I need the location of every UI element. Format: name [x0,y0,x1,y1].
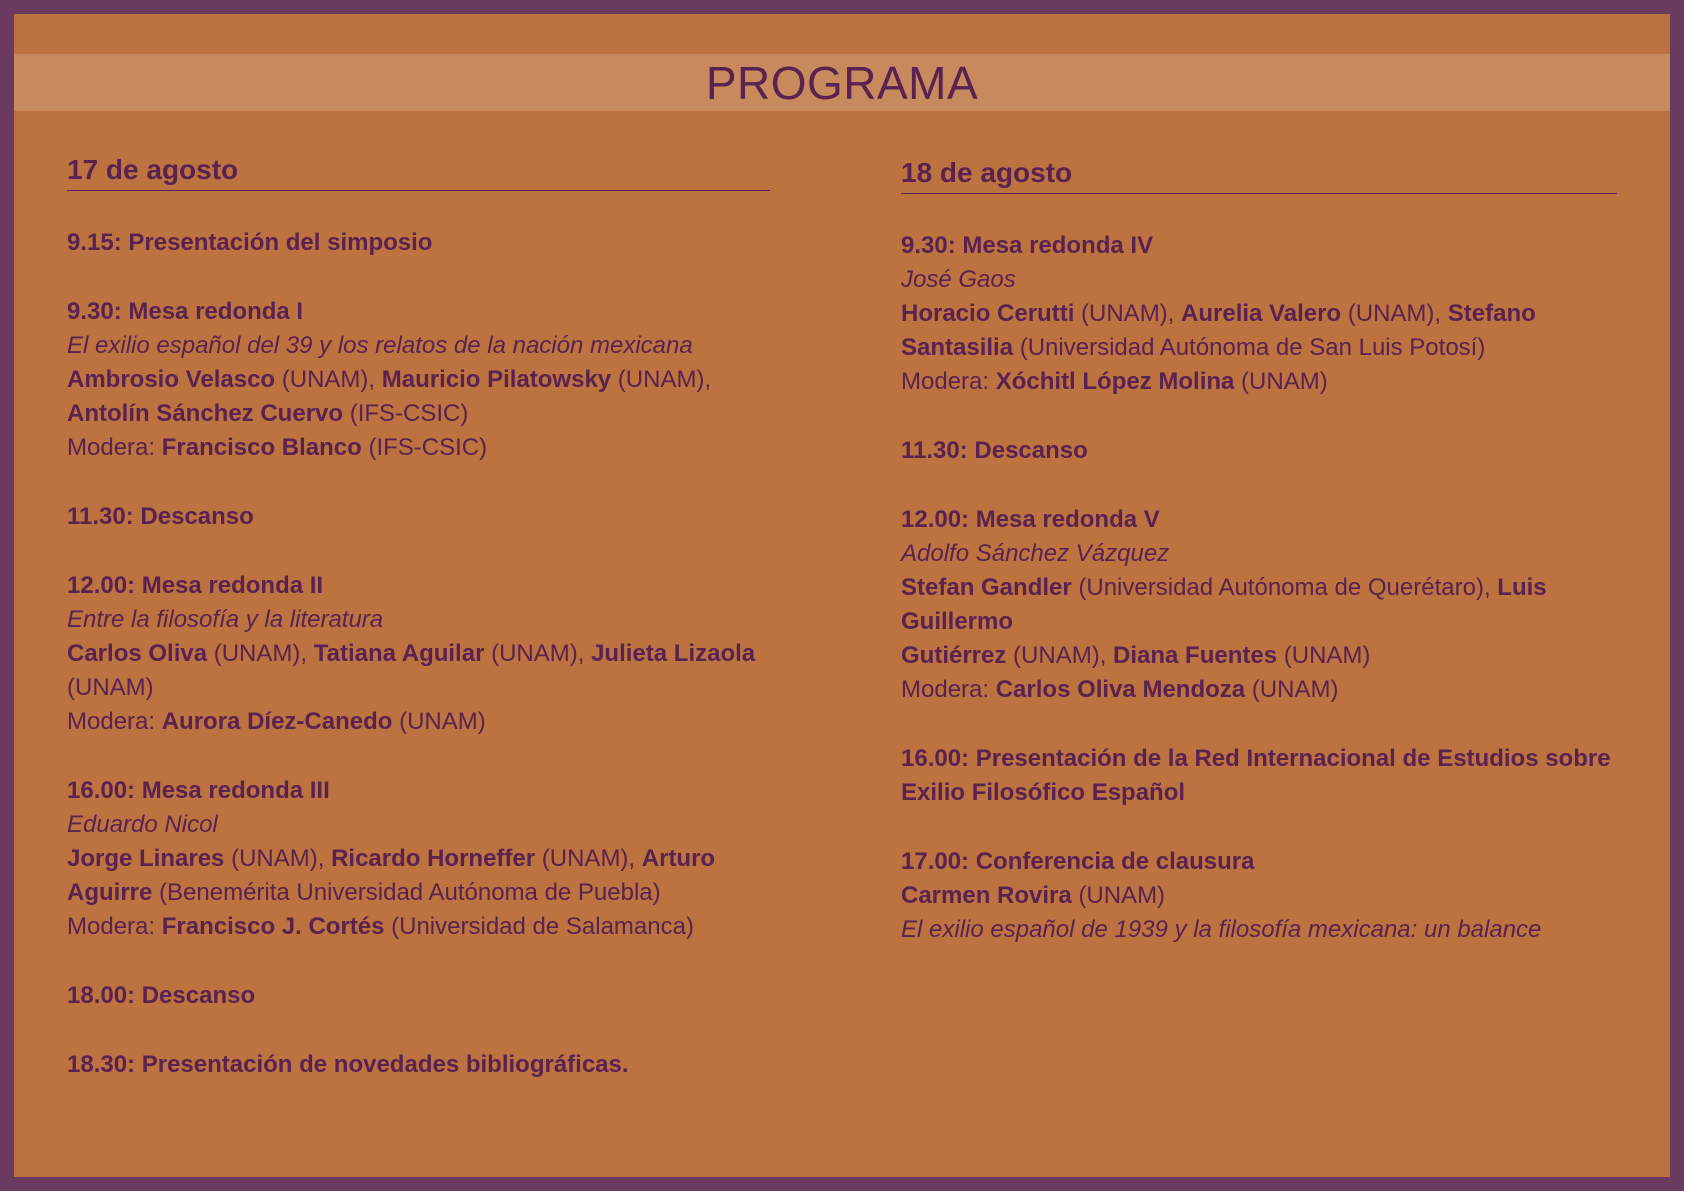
participants-line [67,397,770,431]
person-name: Ricardo Horneffer [331,845,536,872]
session-subtitle: José Gaos [901,266,1016,293]
participants-line [67,876,770,910]
session-subtitle: Entre la filosofía y la literatura [67,606,384,633]
person-name: Santasilia [901,334,1014,361]
session-subtitle: El exilio español del 39 y los relatos de la nación mexicana [67,332,693,359]
text-segment: (UNAM), [1074,300,1182,327]
text-segment: Modera: [901,676,996,703]
person-name: Stefano [1447,300,1536,327]
page-title: PROGRAMA [705,56,979,109]
person-name: Luis Guillermo [901,574,1547,635]
text-segment: (UNAM), [275,366,382,393]
text-segment: (Universidad Autónoma de Querétaro), [1071,574,1498,601]
program-block [901,229,1617,399]
session-time-title: 16.00: Presentación de la Red Internacional de Estudios sobre Exilio Filosófico Español [901,745,1611,806]
participants-line [67,671,770,705]
text-segment: (IFS-CSIC) [343,400,469,427]
program-block [67,1048,770,1082]
session-time-title: 18.00: Descanso [67,982,256,1009]
program-block [901,434,1617,468]
program-block [67,774,770,944]
person-name: Aguirre [67,879,153,906]
program-block [67,295,770,465]
moderator-line [901,673,1617,707]
participants-line [901,297,1617,331]
person-name: Julieta Lizaola [591,640,756,667]
text-segment: (UNAM), [1341,300,1448,327]
participants-line [67,637,770,671]
session-time-title: 9.30: Mesa redonda IV [901,232,1154,259]
title-band [14,54,1670,111]
program-block [67,979,770,1013]
person-name: Stefan Gandler [901,574,1072,601]
lecture-title: El exilio español de 1939 y la filosofía mexicana: un balance [901,916,1542,943]
session-time-title: 11.30: Descanso [901,437,1088,464]
text-segment: (UNAM) [1071,882,1166,909]
text-segment: (UNAM) [392,708,486,735]
text-segment: Modera: [67,434,162,461]
program-block [901,742,1617,810]
text-segment: (Benemérita Universidad Autónoma de Puebla) [152,879,661,906]
day-column-2 [901,154,1617,982]
day-heading: 18 de agosto [901,157,1617,194]
person-name: Antolín Sánchez Cuervo [67,400,344,427]
session-time-title: 16.00: Mesa redonda III [67,777,330,804]
person-name: Carlos Oliva Mendoza [995,676,1246,703]
session-time-title: 17.00: Conferencia de clausura [901,848,1255,875]
moderator-line [67,431,770,465]
person-name: Aurora Díez-Canedo [161,708,393,735]
person-name: Horacio Cerutti [901,300,1075,327]
text-segment: (UNAM), [611,366,712,393]
person-name: Aurelia Valero [1181,300,1342,327]
text-segment: (UNAM), [1006,642,1114,669]
moderator-line [67,705,770,739]
text-segment: (Universidad de Salamanca) [384,913,694,940]
day-column-1 [67,154,770,1117]
day-heading: 17 de agosto [67,154,770,191]
text-segment: Modera: [67,913,162,940]
program-list [901,229,1617,947]
session-subtitle: Adolfo Sánchez Vázquez [901,540,1170,567]
person-name: Arturo [641,845,716,872]
page-frame [14,14,1670,1177]
text-segment: (UNAM), [535,845,642,872]
participants-line [67,363,770,397]
session-time-title: 18.30: Presentación de novedades bibliográficas. [67,1051,629,1078]
session-time-title: 9.30: Mesa redonda I [67,298,304,325]
program-block [901,503,1617,707]
program-block [67,226,770,260]
person-name: Tatiana Aguilar [313,640,485,667]
person-name: Xóchitl López Molina [995,368,1235,395]
person-name: Carlos Oliva [67,640,208,667]
session-time-title: 12.00: Mesa redonda V [901,506,1160,533]
text-segment: Modera: [67,708,162,735]
person-name: Jorge Linares [67,845,225,872]
program-block [67,500,770,534]
text-segment: (IFS-CSIC) [361,434,488,461]
person-name: Francisco Blanco [161,434,362,461]
person-name: Carmen Rovira [901,882,1072,909]
participants-line [901,331,1617,365]
text-segment: Modera: [901,368,996,395]
person-name: Francisco J. Cortés [161,913,385,940]
session-time-title: 9.15: Presentación del simposio [67,229,433,256]
person-name: Mauricio Pilatowsky [381,366,612,393]
session-time-title: 11.30: Descanso [67,503,254,530]
text-segment: (UNAM), [484,640,592,667]
moderator-line [901,365,1617,399]
text-segment: (UNAM) [1234,368,1328,395]
program-list [67,226,770,1082]
text-segment: (UNAM) [1277,642,1371,669]
participants-line [67,842,770,876]
person-name: Diana Fuentes [1113,642,1278,669]
text-segment: (UNAM), [207,640,314,667]
program-block [67,569,770,739]
person-name: Gutiérrez [901,642,1007,669]
participants-line [901,639,1617,673]
session-subtitle: Eduardo Nicol [67,811,218,838]
person-name: Ambrosio Velasco [67,366,276,393]
participants-line [901,879,1617,913]
session-time-title: 12.00: Mesa redonda II [67,572,324,599]
text-segment: (UNAM) [67,674,154,701]
text-segment: (Universidad Autónoma de San Luis Potosí) [1013,334,1486,361]
text-segment: (UNAM), [224,845,332,872]
program-block [901,845,1617,947]
moderator-line [67,910,770,944]
participants-line [901,571,1617,639]
text-segment: (UNAM) [1245,676,1339,703]
